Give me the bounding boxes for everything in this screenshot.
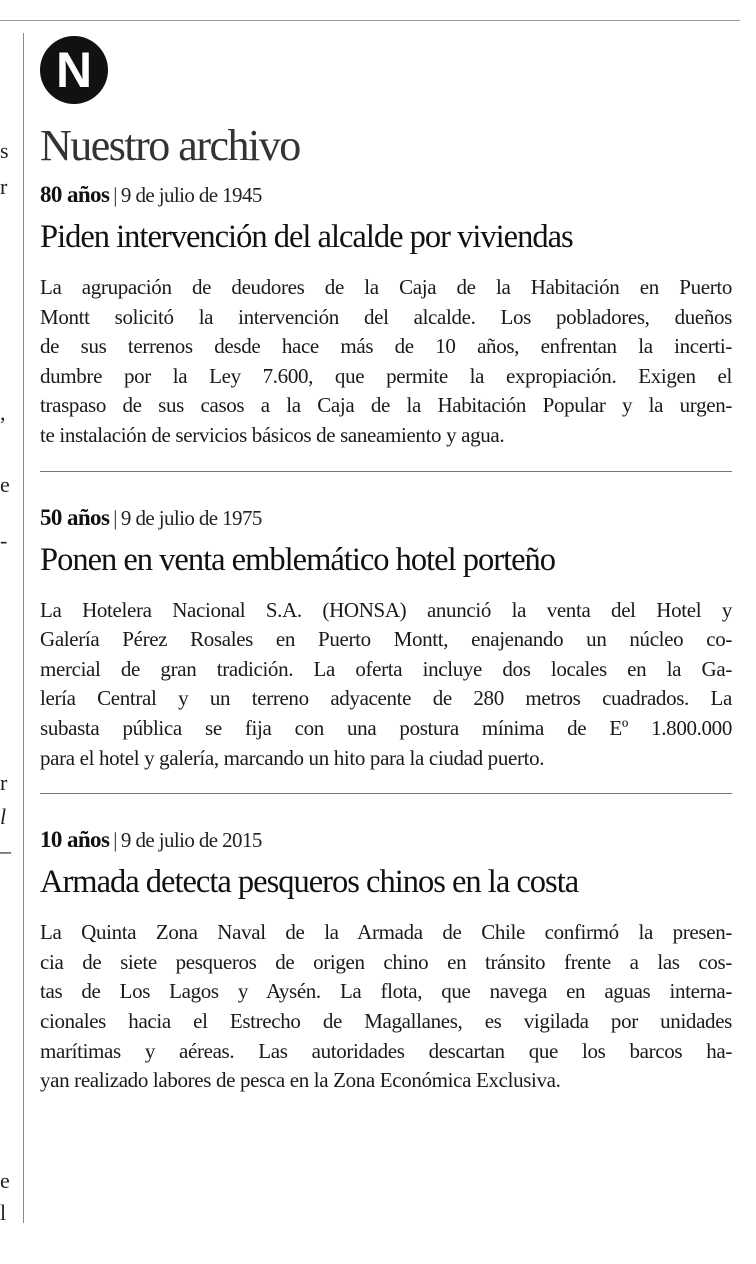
body-line: cionales hacia el Estrecho de Magallanes, es vigilada por unidades — [40, 1008, 732, 1033]
archive-column — [40, 36, 732, 1096]
margin-fragment: s — [0, 138, 9, 163]
article-body — [40, 918, 732, 1096]
section-logo — [40, 36, 108, 104]
archive-entry — [40, 827, 732, 1096]
body-line: traspaso de sus casos a la Caja de la Habitación Popular y la urgen- — [40, 393, 732, 418]
headline: Armada detecta pesqueros chinos en la costa — [40, 864, 579, 901]
body-line: La Quinta Zona Naval de la Armada de Chile confirmó la presen- — [40, 920, 732, 945]
divider — [40, 793, 732, 794]
body-line: Galería Pérez Rosales en Puerto Montt, enajenando un núcleo co- — [40, 627, 732, 652]
body-line: Montt solicitó la intervención del alcalde. Los pobladores, dueños — [40, 304, 732, 329]
top-rule — [0, 20, 740, 21]
body-line: para el hotel y galería, marcando un hito para la ciudad puerto. — [40, 745, 545, 770]
body-line: La Hotelera Nacional S.A. (HONSA) anunció la venta del Hotel y — [40, 597, 732, 622]
body-line: tas de Los Lagos y Aysén. La flota, que navega en aguas interna- — [40, 979, 732, 1004]
divider — [40, 471, 732, 472]
margin-fragment: , — [0, 400, 6, 425]
dateline — [40, 505, 732, 531]
article-body — [40, 273, 732, 451]
separator: | — [113, 505, 117, 530]
margin-fragment: r — [0, 770, 8, 795]
margin-fragment: l — [0, 804, 7, 829]
headline: Ponen en venta emblemático hotel porteño — [40, 541, 556, 578]
body-line: La agrupación de deudores de la Caja de la Habitación en Puerto — [40, 275, 732, 299]
years-ago: 10 años — [40, 827, 110, 853]
dateline — [40, 182, 732, 208]
article-body — [40, 596, 732, 774]
body-line: te instalación de servicios básicos de saneamiento y agua. — [40, 422, 505, 447]
date: 9 de julio de 2015 — [120, 828, 262, 853]
margin-fragment: r — [0, 174, 8, 199]
separator: | — [113, 828, 117, 853]
margin-fragment: - — [0, 528, 8, 553]
body-line: lería Central y un terreno adyacente de 280 metros cuadrados. La — [40, 686, 732, 711]
margin-fragment: l — [0, 1200, 7, 1225]
body-line: yan realizado labores de pesca en la Zona Económica Exclusiva. — [40, 1068, 561, 1093]
body-line: cia de siete pesqueros de origen chino en tránsito frente a las cos- — [40, 949, 732, 974]
archive-entry — [40, 182, 732, 451]
date: 9 de julio de 1945 — [120, 183, 262, 207]
archive-entry — [40, 505, 732, 774]
years-ago: 50 años — [40, 504, 110, 530]
margin-fragment: e — [0, 1168, 10, 1193]
body-line: de sus terrenos desde hace más de 10 años, enfrentan la incerti- — [40, 334, 732, 359]
section-title: Nuestro archivo — [40, 121, 300, 170]
body-line: subasta pública se fija con una postura mínima de Eº 1.800.000 — [40, 715, 732, 740]
headline: Piden intervención del alcalde por viviendas — [40, 219, 573, 255]
body-line: marítimas y aéreas. Las autoridades descartan que los barcos ha- — [40, 1038, 732, 1063]
body-line: dumbre por la Ley 7.600, que permite la expropiación. Exigen el — [40, 363, 732, 388]
margin-fragment: e — [0, 472, 10, 497]
separator: | — [113, 183, 117, 207]
date: 9 de julio de 1975 — [120, 505, 262, 530]
logo-letter: N — [55, 42, 93, 98]
column-rule — [23, 33, 24, 1223]
years-ago: 80 años — [40, 182, 110, 207]
body-line: mercial de gran tradición. La oferta incluye dos locales en la Ga- — [40, 656, 732, 681]
margin-fragment: – — [0, 838, 11, 863]
dateline — [40, 827, 732, 853]
